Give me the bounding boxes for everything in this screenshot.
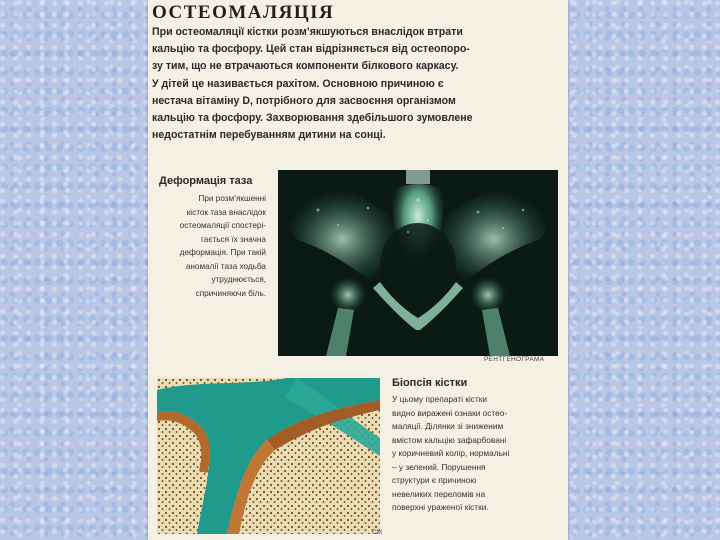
biopsy-description-line: структури є причиною: [392, 475, 477, 485]
xray-description-line: гається їх значна: [201, 234, 266, 244]
xray-description-line: остеомаляції спостері-: [179, 221, 266, 230]
biopsy-description-line: невеликих переломів на: [392, 488, 486, 499]
intro-paragraph: [152, 24, 558, 144]
page-number: СМ: [372, 529, 383, 536]
book-page: [148, 0, 568, 540]
biopsy-description: [392, 393, 562, 515]
xray-caption: РЕНТГЕНОГРАМА: [484, 356, 545, 363]
biopsy-description-line: видно виражені ознаки остео-: [392, 407, 508, 418]
biopsy-description-line: У цьому препараті кістки: [392, 394, 488, 404]
xray-description-line: аномалії таза ходьба: [185, 261, 266, 271]
intro-line: У дітей це називається рахітом. Основною причиною є: [152, 77, 444, 90]
biopsy-description-line: вмістом кальцію зафарбовані: [392, 434, 507, 445]
pelvis-xray-image: [278, 170, 558, 356]
intro-line: недостатнім перебуванням дитини на сонці.: [152, 129, 386, 142]
xray-description-line: спричиняючи біль.: [195, 288, 266, 298]
xray-description: [154, 192, 266, 300]
xray-section-title: Деформація таза: [159, 175, 253, 187]
xray-description-line: кісток таза внаслідок: [186, 207, 266, 217]
biopsy-description-line: поверхні ураженої кістки.: [392, 502, 489, 512]
bone-biopsy-image: [157, 378, 383, 536]
biopsy-description-line: у коричневий колір, нормальні: [392, 448, 510, 458]
page-title: ОСТЕОМАЛЯЦІЯ: [152, 2, 335, 23]
intro-line: кальцію та фосфору. Захворювання здебільшого зумовлене: [152, 112, 473, 125]
intro-line: кальцію та фосфору. Цей стан відрізняється від остеопоро-: [152, 43, 470, 56]
intro-line: зу тим, що не втрачаються компоненти білкового каркасу.: [152, 60, 459, 73]
biopsy-description-line: – у зелений. Порушення: [392, 461, 486, 472]
intro-line: нестача вітаміну D, потрібного для засвоєння організмом: [152, 94, 456, 107]
xray-description-line: деформація. При такій: [179, 248, 266, 257]
xray-description-line: При розм’якшенні: [198, 194, 266, 203]
biopsy-section-title: Біопсія кістки: [392, 377, 468, 389]
intro-line: При остеомаляції кістки розм’якшуються внаслідок втрати: [152, 26, 463, 38]
xray-description-line: утруднюється,: [211, 275, 266, 284]
biopsy-description-line: маляції. Ділянки зі зниженим: [392, 421, 504, 431]
